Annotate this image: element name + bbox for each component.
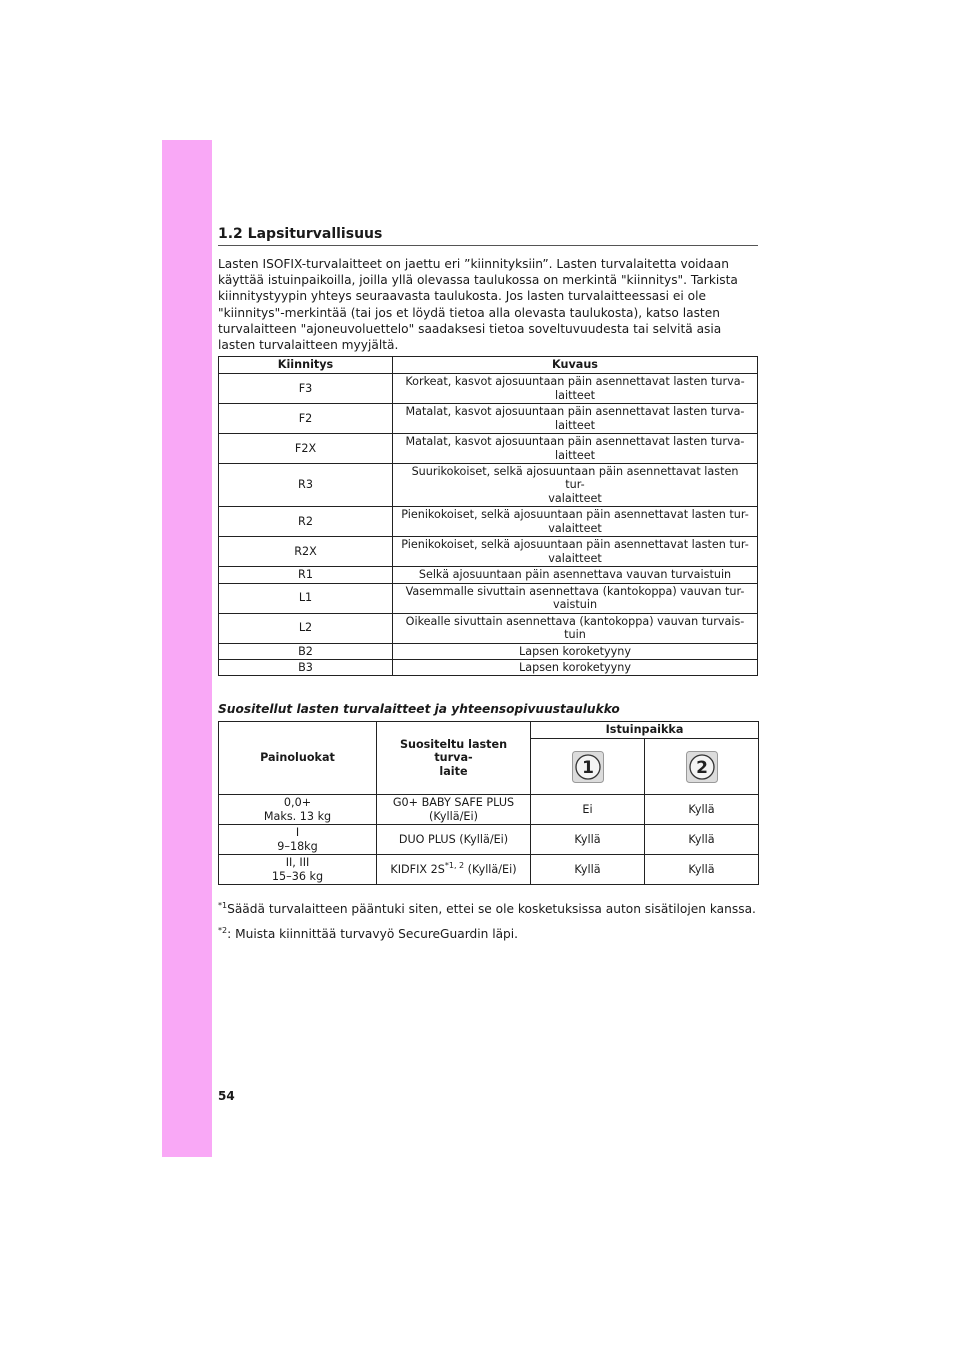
table-row — [219, 643, 758, 659]
fixture-code: R2 — [219, 507, 393, 537]
header-weight-class: Painoluokat — [219, 722, 377, 795]
footnote-2-text: : Muista kiinnittää turvavyö SecureGuardin läpi. — [227, 927, 519, 941]
fixture-description: Selkä ajosuuntaan päin asennettava vauvan turvaistuin — [393, 567, 758, 583]
fixture-description: Matalat, kasvot ajosuuntaan päin asennettavat lasten turva- laitteet — [393, 404, 758, 434]
recommended-device: DUO PLUS (Kyllä/Ei) — [377, 825, 531, 855]
fixture-code: B3 — [219, 660, 393, 676]
table-row — [219, 567, 758, 583]
header-description: Kuvaus — [393, 357, 758, 374]
footnote-1-text: Säädä turvalaitteen pääntuki siten, ettei se ole kosketuksissa auton sisätilojen kanssa. — [227, 902, 756, 916]
footnote-ref: *1, 2 — [444, 860, 465, 870]
seat-2-compat: Kyllä — [645, 825, 759, 855]
seat-1-header — [531, 739, 645, 795]
table-row — [219, 583, 758, 613]
intro-paragraph: Lasten ISOFIX-turvalaitteet on jaettu eri ”kiinnityksiin”. Lasten turvalaitetta voidaan käyttää istuinpaikoilla, joilla yllä olevassa taulukossa on merkintä "kiinnitys". Tarkista kiinnitystyypin yhteys seuraavasta taulukosta. Jos lasten turvalaitteessasi ei ole "kiinnitys"-merkintää (tai jos et löydä tietoa alla olevasta taulukosta), katso lasten turvalaitteen "ajoneuvoluettelo" saadaksesi tietoa soveltuvuudesta tai selvitä asia lasten turvalaitteen myyjältä. — [218, 257, 738, 353]
table-row — [219, 404, 758, 434]
footnote-1-mark: *1 — [218, 901, 228, 910]
fixture-code: L2 — [219, 613, 393, 643]
seat-1-compat: Ei — [531, 795, 645, 825]
fixture-description: Korkeat, kasvot ajosuuntaan päin asennettavat lasten turva- laitteet — [393, 374, 758, 404]
fixture-description: Lapsen koroketyyny — [393, 660, 758, 676]
page-number: 54 — [218, 1089, 235, 1103]
fixture-code: L1 — [219, 583, 393, 613]
header-seat-position: Istuinpaikka — [531, 722, 759, 739]
recommended-device: G0+ BABY SAFE PLUS (Kyllä/Ei) — [377, 795, 531, 825]
seat-1-icon — [572, 751, 604, 783]
compat-table-title: Suositellut lasten turvalaitteet ja yhteensopivuustaulukko — [218, 702, 620, 716]
footnote-2 — [218, 926, 518, 942]
fixture-description: Pienikokoiset, selkä ajosuuntaan päin asennettavat lasten tur- valaitteet — [393, 537, 758, 567]
table-row — [219, 537, 758, 567]
fixture-description: Lapsen koroketyyny — [393, 643, 758, 659]
chapter-color-bar — [162, 140, 212, 1157]
section-title: 1.2 Lapsiturvallisuus — [218, 226, 383, 242]
table-row — [219, 613, 758, 643]
seat-1-number: 1 — [581, 757, 594, 778]
recommended-device: KIDFIX $2S^{*1, 2}$ (Kyllä/Ei) — [377, 855, 531, 885]
weight-class: II, III 15–36 kg — [219, 855, 377, 885]
fixture-description: Vasemmalle sivuttain asennettava (kantokoppa) vauvan tur- vaistuin — [393, 583, 758, 613]
title-divider — [218, 245, 758, 246]
seat-2-icon — [686, 751, 718, 783]
table-row — [219, 374, 758, 404]
fixture-description: Suurikokoiset, selkä ajosuuntaan päin asennettavat lasten tur- valaitteet — [393, 464, 758, 507]
fixture-code: F2 — [219, 404, 393, 434]
seat-2-number: 2 — [695, 757, 708, 778]
weight-class: I 9–18kg — [219, 825, 377, 855]
fixture-code: F3 — [219, 374, 393, 404]
fixture-code: F2X — [219, 434, 393, 464]
fixture-code: B2 — [219, 643, 393, 659]
weight-class: 0,0+ Maks. 13 kg — [219, 795, 377, 825]
header-recommended-device: Suositeltu lasten turva- laite — [377, 722, 531, 795]
fixture-description: Pienikokoiset, selkä ajosuuntaan päin asennettavat lasten tur- valaitteet — [393, 507, 758, 537]
table-row — [219, 464, 758, 507]
table-row — [219, 507, 758, 537]
fixture-code: R2X — [219, 537, 393, 567]
footnote-2-mark: *2 — [218, 926, 228, 935]
seat-1-compat: Kyllä — [531, 825, 645, 855]
seat-2-header — [645, 739, 759, 795]
header-fixture: Kiinnitys — [219, 357, 393, 374]
table-row — [219, 434, 758, 464]
fixture-description: Oikealle sivuttain asennettava (kantokoppa) vauvan turvais- tuin — [393, 613, 758, 643]
compat-table — [218, 721, 759, 885]
seat-2-compat: Kyllä — [645, 855, 759, 885]
table-row — [219, 795, 759, 825]
seat-1-compat: Kyllä — [531, 855, 645, 885]
fixture-code: R1 — [219, 567, 393, 583]
fixture-table — [218, 356, 758, 676]
footnote-1 — [218, 901, 756, 917]
table-row — [219, 825, 759, 855]
fixture-table-header — [219, 357, 758, 374]
seat-2-compat: Kyllä — [645, 795, 759, 825]
fixture-description: Matalat, kasvot ajosuuntaan päin asennettavat lasten turva- laitteet — [393, 434, 758, 464]
table-row — [219, 855, 759, 885]
table-row — [219, 660, 758, 676]
fixture-code: R3 — [219, 464, 393, 507]
compat-header-row — [219, 722, 759, 739]
